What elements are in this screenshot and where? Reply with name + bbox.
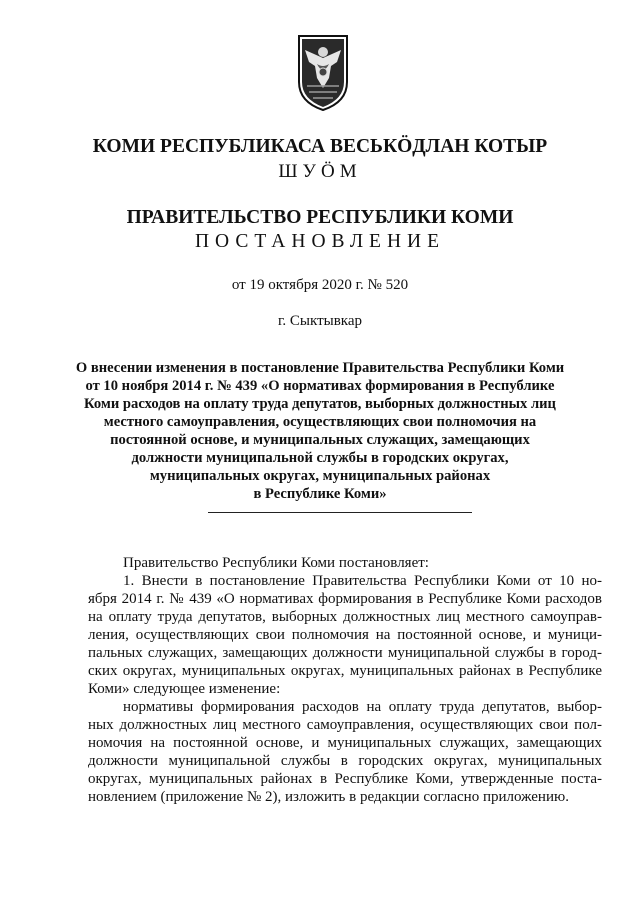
subject-line: в Республике Коми» xyxy=(253,486,387,502)
date-and-number: от 19 октября 2020 г. № 520 xyxy=(231,277,409,293)
government-title: ПРАВИТЕЛЬСТВО РЕСПУБЛИКИ КОМИ xyxy=(126,207,514,228)
body-line: номочия на постоянной основе, и муниципальных служащих, замещающих xyxy=(88,735,602,751)
body-line: ления, осуществляющих свои полномочия на постоянной основе, и муници- xyxy=(88,627,602,643)
subject-line: от 10 ноября 2014 г. № 439 «О нормативах формирования в Республике xyxy=(85,378,555,394)
city: г. Сыктывкар xyxy=(277,313,363,329)
komi-government-title: КОМИ РЕСПУБЛИКАСА ВЕСЬКӦДЛАН КОТЫР xyxy=(92,136,548,157)
body-line: ных должностных лиц местного самоуправления, осуществляющих свои пол- xyxy=(88,717,602,733)
body-line: на оплату труда депутатов, выборных должностных лиц местного самоуправ- xyxy=(88,609,602,625)
body-line: новлением (приложение № 2), изложить в редакции согласно приложению. xyxy=(88,789,569,805)
subject-line: О внесении изменения в постановление Правительства Республики Коми xyxy=(75,360,565,376)
body-line: нормативы формирования расходов на оплату труда депутатов, выбор- xyxy=(123,699,602,715)
subject-line: должности муниципальной службы в городских округах, xyxy=(131,450,509,466)
body-line: ских округах, муниципальных округах, муниципальных районах в Республике xyxy=(88,663,602,679)
body-line: пальных служащих, замещающих должности муниципальной службы в город- xyxy=(88,645,602,661)
document-type: ПОСТАНОВЛЕНИЕ xyxy=(194,231,446,252)
subject-line: местного самоуправления, осуществляющих свои полномочия на xyxy=(103,414,537,430)
coat-of-arms-emblem xyxy=(295,32,351,112)
komi-document-type: ШУӦМ xyxy=(278,161,362,182)
body-line: Коми» следующее изменение: xyxy=(88,681,281,697)
body-line: округах, муниципальных районах в Республике Коми, утвержденные поста- xyxy=(88,771,602,787)
body-line: ября 2014 г. № 439 «О нормативах формирования в Республике Коми расходов xyxy=(88,591,602,607)
body-line: 1. Внести в постановление Правительства Республики Коми от 10 но- xyxy=(123,573,602,589)
separator-line xyxy=(208,512,472,513)
body-line: должности муниципальной службы в городских округах, муниципальных xyxy=(88,753,602,769)
subject-line: постоянной основе, и муниципальных служащих, замещающих xyxy=(110,432,530,448)
subject-line: муниципальных округах, муниципальных районах xyxy=(149,468,491,484)
subject-line: Коми расходов на оплату труда депутатов, выборных должностных лиц xyxy=(84,396,556,412)
body-line: Правительство Республики Коми постановляет: xyxy=(123,555,429,571)
